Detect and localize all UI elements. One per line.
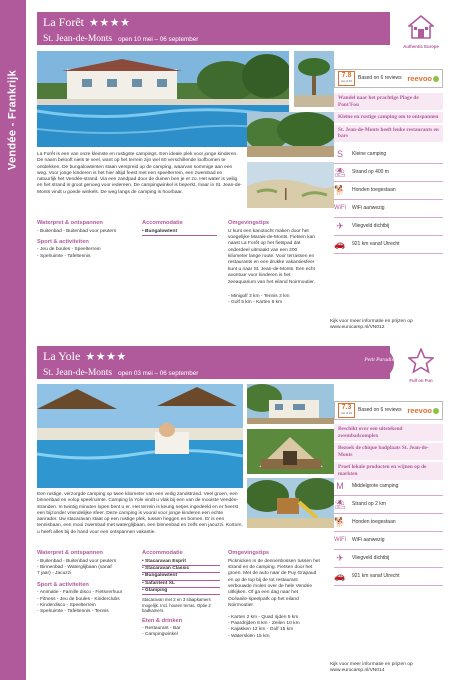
star-rating: ★★★★ <box>89 16 131 29</box>
eat-drink-list: - Restaurant - Bar - Campingwinkel <box>142 626 181 638</box>
sport-list: - Jeu de boules - Speelterrein - Spelruimte - Tafeltennis <box>37 247 101 259</box>
surroundings-heading: Omgevingstips <box>228 550 270 556</box>
airplane-icon: ✈ <box>336 221 344 231</box>
car-icon: 🚗 <box>334 571 346 581</box>
surroundings-text: U kunt een kanotocht maken door het voegelijke Marais-de-Monts. Fietsen kan naast La Forêt op het fietspad dat onderdeel uitmaakt van een 200 kilometer lange route. Voor terrassen en restaurants en een drukke vakantiesfeer kunt u naar St. Jean-de-Monts. Een echt avontuur voor kinderen is het zeeaquarium van het eiland Noirmoutier. <box>228 228 315 285</box>
feature-beach: ⛱ Strand op 2 km <box>334 496 443 514</box>
camp-name: La Forêt <box>43 15 84 29</box>
size-s-icon: S <box>336 149 343 159</box>
camp-header <box>37 346 390 379</box>
star-rating: ★★★★ <box>85 350 127 363</box>
opening-period: open 10 mei – 06 september <box>118 35 199 43</box>
accommodation-column <box>142 220 217 236</box>
facilities-column <box>37 550 123 616</box>
more-info-text: Kijk voor meer informatie en prijzen op www.eurocamp.nl/VN014 <box>330 662 413 674</box>
size-m-icon: M <box>336 481 344 491</box>
more-info-text: Kijk voor meer informatie en prijzen op www.eurocamp.nl/VN012 <box>330 319 413 331</box>
facilities-column <box>37 220 117 260</box>
sport-heading: Sport & activiteiten <box>37 238 89 245</box>
sidebar-spine <box>0 0 26 680</box>
feature-dogs: 🐕 Honden toegestaan <box>334 182 443 200</box>
feature-size: S Kleine camping <box>334 146 443 164</box>
camp-la-yole <box>37 346 441 680</box>
airplane-icon: ✈ <box>336 553 344 563</box>
camp-description: Een rustige, verzorgde camping op twee kilometer van een veilig zandstrand. Veel groen, een binnenbad en volop speelruimte. Camping la Yole vindt u vlak bij een van de mooiste Vendée-stranden. In twintig minuten lopen bent u er. Het terrein is keurig netjes ingedeeld en er heerst een bijzonder vriendelijke sfeer. Deze camping is vooral voor jonge kinderen een echte aanrader. Uw stacaravan staat op een rustige plek, tussen heggen en bomen. Er is een tennisbaan, een mooi zwembad met waterglijbaan, een binnenbad en zelfs een jacuzzi. Kortom, u heeft alles bij de hand voor een ontspannen vakantie. <box>37 492 243 535</box>
surroundings-text: Picknicken in de dennenbossen tussen het strand en de camping. Fietsen door het groen. Met de auto naar de Puy Grapaud en op de top bij de tot restaurant verbouwde molen over de hele Vendée uitkijken. Of ga een dag naar het Océanile-speelpark op het eiland Noirmoutier. <box>228 558 320 609</box>
beach-umbrella-icon: ⛱ <box>334 499 346 509</box>
wifi-icon: WiFi <box>334 205 346 211</box>
glamping-tent-photo <box>247 429 334 474</box>
review-count: Based on 6 reviews <box>358 407 402 414</box>
camp-header <box>37 12 390 45</box>
dog-icon: 🐕 <box>334 185 346 195</box>
highlight-item: Proef lokale producten en wijnen op de markten <box>334 462 443 479</box>
feature-airport: ✈ Vliegveld dichtbij <box>334 550 443 568</box>
feature-airport: ✈ Vliegveld dichtbij <box>334 218 443 236</box>
reevoo-logo: reevoo <box>407 406 439 416</box>
star-icon <box>408 348 434 374</box>
distances-list: - Minigolf 3 km - Tennis 3 km - Golf 5 km - Karten 6 km <box>228 294 290 306</box>
distances-list: - Karten 2 km - Quad rijden 5 km - Paardrijden 6 km - Zeilen 10 km - Kajakken 12 km - Golf 15 km - Waterskiën 15 km <box>228 614 300 639</box>
opening-period: open 03 mei – 06 september <box>118 369 199 377</box>
camp-la-foret <box>37 12 441 332</box>
highlight-item: St. Jean-de-Monts heeft leuke restaurants en bars <box>334 125 443 142</box>
features-list <box>334 478 443 586</box>
camp-name: La Yole <box>43 349 81 363</box>
sport-heading: Sport & activiteiten <box>37 581 89 588</box>
page-number: 10 <box>8 661 19 672</box>
feature-size: M Middelgrote camping <box>334 478 443 496</box>
camp-location: St. Jean-de-Monts <box>43 33 113 44</box>
review-count: Based on 6 reviews <box>358 75 402 82</box>
surroundings-heading: Omgevingstips <box>228 220 270 226</box>
badge-label: Authentic Europe <box>403 43 439 49</box>
trees-photo <box>247 112 334 157</box>
accommodation-note: Stacaravan met 2 en 3 slaapkamers mogelijk. Incl. houten terras. Optie 2 badkamers. <box>142 597 211 614</box>
review-box <box>334 69 443 88</box>
feature-wifi: WiFi WiFi aanwezig <box>334 200 443 218</box>
review-score: 7.8 out of 10 <box>338 71 355 86</box>
car-icon: 🚗 <box>334 239 346 249</box>
feature-distance: 🚗 921 km vanaf Utrecht <box>334 568 443 586</box>
accommodation-heading: Accommodatie <box>142 550 183 556</box>
dog-icon: 🐕 <box>334 517 346 527</box>
camp-description: La Forêt is een van onze kleinste en rustigste campings. Een ideale plek voor jonge kinderen. De naam belooft niets te veel, want op het terrein zijn wel 60 verschillende loofbomen te ontdekken. De bungalowtenten staan verspreid op de camping, waarvan sommige aan een weg. Voor jonge kinderen is het hier altijd feest met een speelterrein, een zwembad en natuurlijk het Vendée-strand. Via een zandpad door de duinen ben je er zo. Het water is veilig en het strand is groot genoeg voor iedereen. De campingwinkel is beperkt, maar in St. Jean-de-Monts vindt u goede winkels. De weg langs de camping is hoorbaar. <box>37 152 242 195</box>
house-icon <box>408 14 434 40</box>
accommodation-column <box>142 550 220 639</box>
reevoo-logo: reevoo <box>407 74 439 84</box>
pool-photo <box>37 384 243 488</box>
authentic-europe-badge <box>399 14 443 49</box>
badge-label: Full on Fun <box>409 377 433 383</box>
feature-beach: ⛱ Strand op 400 m <box>334 164 443 182</box>
beach-umbrella-icon: ⛱ <box>334 167 346 177</box>
palm-photo <box>294 51 334 107</box>
feature-dogs: 🐕 Honden toegestaan <box>334 514 443 532</box>
highlights-list <box>334 93 443 144</box>
review-box <box>334 401 443 420</box>
water-heading: Waterpret & ontspannen <box>37 550 103 556</box>
accommodation-list: • Bungalowtent <box>142 229 217 236</box>
highlight-item: Bezoek de chique badplaats St. Jean-de-Monts <box>334 443 443 460</box>
dunes-photo <box>247 162 334 208</box>
surroundings-column <box>228 220 318 307</box>
camp-location: St. Jean-de-Monts <box>43 367 113 378</box>
full-on-fun-badge <box>399 348 443 383</box>
mobile-home-photo <box>247 384 334 424</box>
water-list: - Buitenbad - Buitenbad voor peuters - Binnenbad - Waterglijbaan (vanaf 7 jaar) - Jacuzzi <box>37 558 117 577</box>
region-label: Vendée - Frankrijk <box>6 69 19 171</box>
features-list <box>334 146 443 254</box>
feature-distance: 🚗 921 km vanaf Utrecht <box>334 236 443 254</box>
water-list: - Buitenbad - Buitenbad voor peuters <box>37 228 117 234</box>
petit-paradis-badge: Petit Paradis <box>364 348 394 378</box>
highlight-item: Beschikt over een uitstekend zwembadcomplex <box>334 424 443 441</box>
accommodation-heading: Accommodatie <box>142 220 183 226</box>
playground-photo <box>247 478 334 528</box>
accommodation-list: • Stacaravan Esprit • Stacaravan Classic • Bungalowtent • Safaritent XL • Glamping <box>142 559 220 596</box>
highlight-item: Kleine en rustige camping om te ontspannen <box>334 112 443 123</box>
sport-list: - Animatie - Famille disco - Fietsverhuur - Fitness - Jeu de boules - Kinderclubs - Kinderdisco - Speelterrein - Spelruimte - Tafeltennis - Tennis <box>37 590 123 615</box>
feature-wifi: WiFi WiFi aanwezig <box>334 532 443 550</box>
water-heading: Waterpret & ontspannen <box>37 220 103 226</box>
surroundings-column <box>228 550 320 640</box>
review-score: 7.3 out of 10 <box>338 403 355 418</box>
highlight-item: Wandel naar het prachtige Plage de Pont'Fou <box>334 93 443 110</box>
wifi-icon: WiFi <box>334 537 346 543</box>
eat-drink-heading: Eten & drinken <box>142 617 183 624</box>
highlights-list <box>334 424 443 482</box>
